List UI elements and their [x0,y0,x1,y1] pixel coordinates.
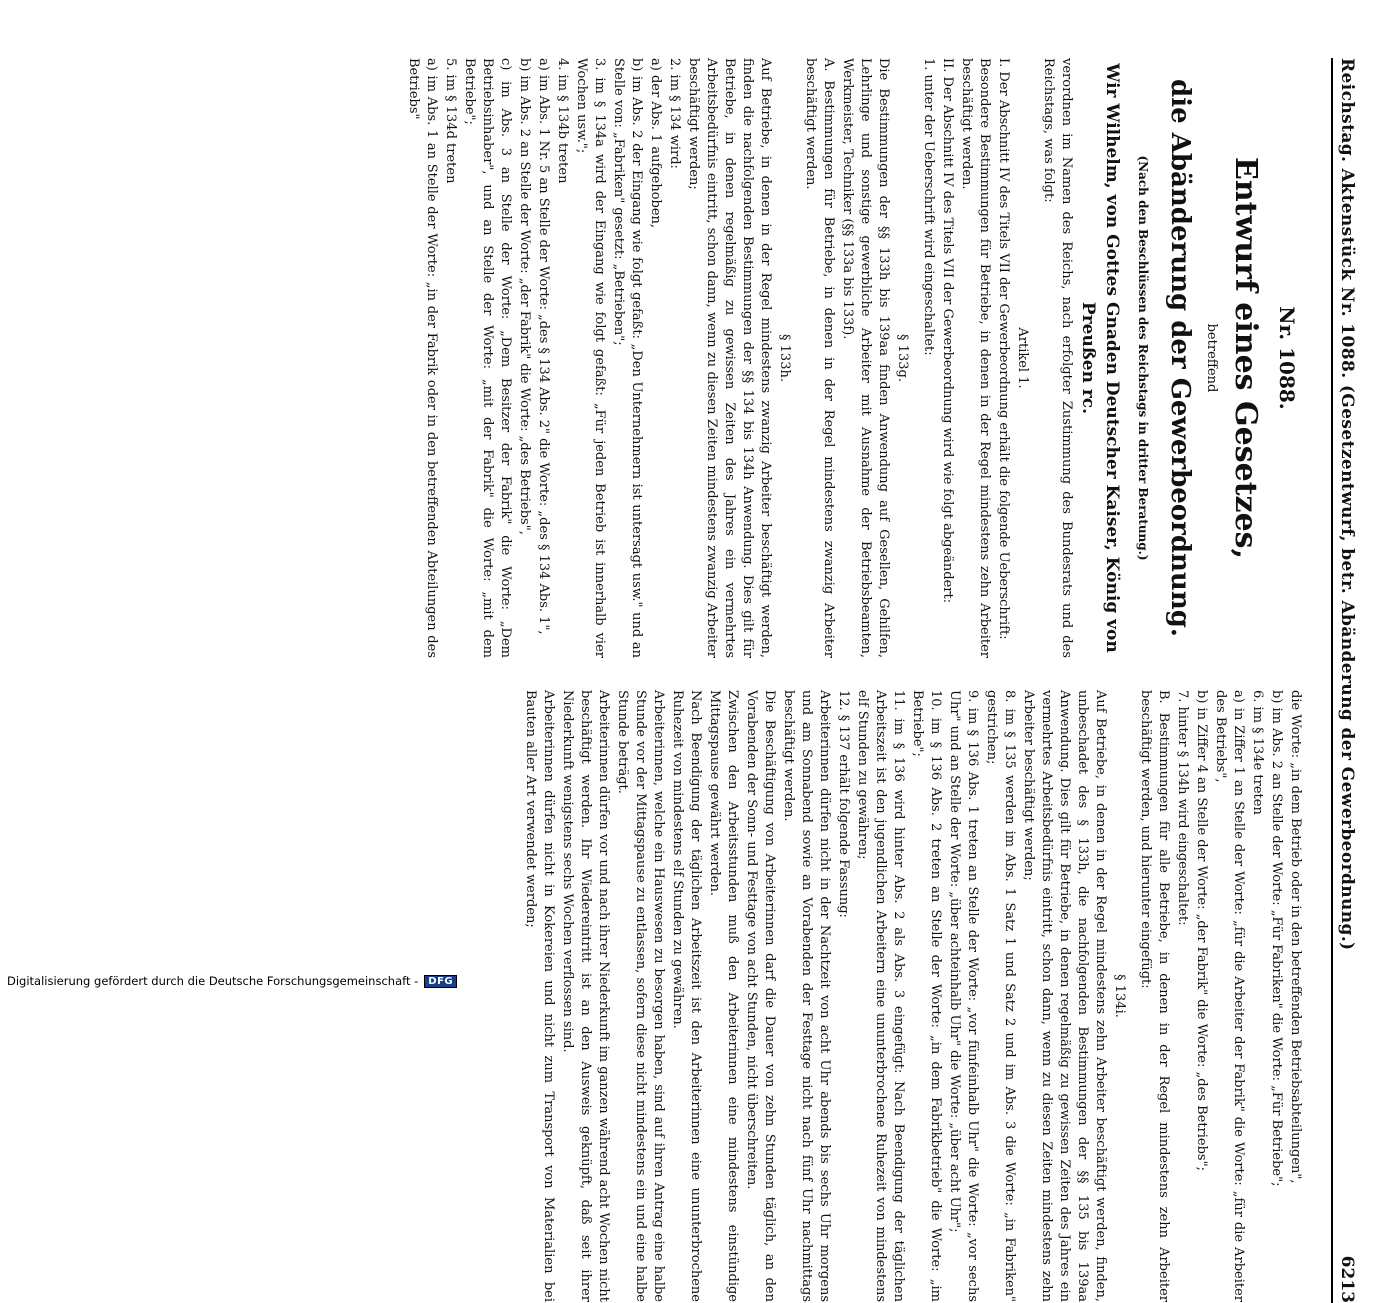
right-paragraph: 11. im § 136 wird hinter Abs. 2 als Abs. 3 eingefügt: Nach Beendigung der täglichen Arbeitszeit ist den jugendlichen Arbeitern eine ununterbrochene Ruhezeit von mindestens elf Stunden zu gewähren; [855,690,906,1302]
header-title: Reichstag. Aktenstück Nr. 1088. (Gesetzentwurf, betr. Abänderung der Gewerbeordnung.) [1337,58,1357,951]
left-paragraph: Artikel 1. [1015,327,1030,389]
left-paragraph: Wir Wilhelm, von Gottes Gnaden Deutscher Kaiser, König von Preußen rc. [1078,63,1122,653]
right-paragraph: 9. im § 136 Abs. 1 treten an Stelle der Worte: „vor fünfeinhalb Uhr" die Worte: „vor sechs Uhr" und an Stelle der Worte: „über achteinhalb Uhr" die Worte: „über acht Uhr"; [947,690,980,1302]
left-paragraph: a) im Abs. 1 Nr. 5 an Stelle der Worte: „des § 134 Abs. 2" die Worte: „des § 134 Abs. 1", [536,58,551,635]
dfg-logo: DFG [424,975,457,988]
left-paragraph: a) im Abs. 1 an Stelle der Worte: „in der Fabrik oder in den betreffenden Abteilungen des Betriebs" [406,58,439,658]
running-header [1331,58,1371,1303]
left-paragraph: 3. im § 134a wird der Eingang wie folgt gefaßt: „Für jeden Betrieb ist innerhalb vier Wochen usw."; [574,58,607,658]
right-paragraph: 12. § 137 erhält folgende Fassung: [836,690,851,918]
left-paragraph: 2. im § 134 wird: [667,58,682,169]
right-paragraph: Arbeiterinnen dürfen nicht in der Nachtzeit von acht Uhr abends bis sechs Uhr morgens und am Sonnabend sowie an Vorabenden der Festtage nicht nach fünf Uhr nachmittags beschäftigt werden. [781,690,832,1302]
left-paragraph: I. Der Abschnitt IV des Titels VII der Gewerbeordnung erhält die folgende Ueberschrift: [996,58,1011,640]
left-paragraph: 4. im § 134b treten [555,58,570,184]
right-paragraph: B. Bestimmungen für alle Betriebe, in denen in der Regel mindestens zehn Arbeiter beschäftigt werden, und hierunter eingefügt: [1138,690,1171,1302]
right-paragraph: Arbeiterinnen dürfen nicht in Kokereien und nicht zum Transport von Materialien bei Bauten aller Art verwendet werden; [523,690,556,1302]
right-paragraph: 6. im § 134e treten [1250,690,1265,815]
right-paragraph: § 134i. [1112,974,1127,1018]
left-paragraph: c) im Abs. 3 an Stelle der Worte: „Dem Besitzer der Fabrik" die Worte: „Dem Betriebsinhaber", und an Stelle der Worte: „mit der Fabrik" die Worte: „mit dem Betriebe"; [462,58,513,658]
left-paragraph: 1. unter der Ueberschrift wird eingeschaltet: [921,58,936,356]
left-paragraph: Die Bestimmungen der §§ 133h bis 139aa finden Anwendung auf Gesellen, Gehilfen, Lehrlinge und sonstige gewerbliche Arbeiter mit Ausnahme der Betriebsbeamten, Werkmeister, Techniker (§§ 133a bis 133f). [840,58,891,658]
left-paragraph: Besondere Bestimmungen für Betriebe, in denen in der Regel mindestens zehn Arbeiter beschäftigt werden. [959,58,992,658]
right-paragraph: 8. im § 135 werden im Abs. 1 Satz 1 und Satz 2 und im Abs. 3 die Worte: „in Fabriken" gestrichen; [984,690,1017,1302]
right-paragraph: b) in Ziffer 4 an Stelle der Worte: „der Fabrik" die Worte: „des Betriebs"; [1194,690,1209,1171]
left-paragraph: a) der Abs. 1 aufgehoben, [648,58,663,229]
credit-text: Digitalisierung gefördert durch die Deutsche Forschungsgemeinschaft - [7,974,419,988]
right-paragraph: Auf Betriebe, in denen in der Regel mindestens zehn Arbeiter beschäftigt werden, finden, unbeschadet des § 133h, die nachfolgenden Bestimmungen der §§ 135 bis 139aa Anwendung. Dies gilt für Betriebe, in denen regelmäßig zu gewissen Zeiten des Jahres ein vermehrtes Arbeitsbedürfnis eintritt, schon dann, wenn zu diesen Zeiten mindestens zehn Arbeiter beschäftigt werden; [1021,690,1108,1302]
left-paragraph: betreffend [1204,323,1219,393]
left-paragraph: die Abänderung der Gewerbeordnung. [1165,79,1195,637]
right-column [521,690,1305,1302]
left-paragraph: Nr. 1088. [1275,306,1299,410]
left-paragraph: A. Bestimmungen für Betriebe, in denen in der Regel mindestens zwanzig Arbeiter beschäftigt werden. [803,58,836,658]
right-paragraph: a) in Ziffer 1 an Stelle der Worte: „für die Arbeiter der Fabrik" die Worte: „für die Arbeiter des Betriebs", [1213,690,1246,1302]
page-number: 6213 [1337,1255,1357,1303]
right-paragraph: 10. im § 136 Abs. 2 treten an Stelle der Worte: „in dem Fabrikbetrieb" die Worte: „im Betriebe"; [910,690,943,1302]
left-paragraph: Entwurf eines Gesetzes, [1228,156,1263,560]
left-paragraph: 5. im § 134d treten [443,58,458,184]
left-paragraph: b) im Abs. 2 der Eingang wie folgt gefaßt: „Den Unternehmern ist untersagt usw." und an Stelle von: „Fabriken" gesetzt: „Betrieben"; [611,58,644,658]
left-paragraph: II. Der Abschnitt IV des Titels VII der Gewerbeordnung wird wie folgt abgeändert: [940,58,955,604]
left-paragraph: § 133h. [777,334,792,382]
right-paragraph: Arbeiterinnen, welche ein Hauswesen zu besorgen haben, sind auf ihren Antrag eine halbe Stunde vor der Mittagspause zu entlassen, sofern diese nicht mindestens ein und eine halbe Stunde beträgt. [615,690,666,1302]
right-paragraph: Nach Beendigung der täglichen Arbeitszeit ist den Arbeiterinnen eine ununterbrochene Ruhezeit von mindestens elf Stunden zu gewähren. [670,690,703,1302]
left-paragraph: b) im Abs. 2 an Stelle der Worte: „der Fabrik" die Worte: „des Betriebs", [517,58,532,535]
right-paragraph: Zwischen den Arbeitsstunden muß den Arbeiterinnen eine mindestens einstündige Mittagspause gewährt werden. [707,690,740,1302]
right-paragraph: b) im Abs. 2 an Stelle der Worte: „Für Fabriken" die Worte: „Für Betriebe"; [1269,690,1284,1187]
right-paragraph: Arbeiterinnen dürfen vor und nach ihrer Niederkunft im ganzen während acht Wochen nicht beschäftigt werden. Ihr Wiedereintritt ist an den Ausweis geknüpft, daß seit ihrer Niederkunft wenigstens sechs Wochen verflossen sind. [560,690,611,1303]
left-paragraph: § 133g. [895,334,910,382]
left-paragraph: (Nach den Beschlüssen des Reichstags in dritter Beratung.) [1136,155,1150,561]
right-paragraph: 7. hinter § 134h wird eingeschaltet: [1175,690,1190,926]
left-paragraph: verordnen im Namen des Reichs, nach erfolgter Zustimmung des Bundesrats und des Reichstags, was folgt: [1041,58,1074,658]
right-paragraph: Die Beschäftigung von Arbeiterinnen darf die Dauer von zehn Stunden täglich, an den Vorabenden der Sonn- und Festtage von acht Stunden, nicht überschreiten. [744,690,777,1302]
right-paragraph: die Worte: „in dem Betrieb oder in den betreffenden Betriebsabteilungen", [1288,690,1303,1184]
left-paragraph: Auf Betriebe, in denen in der Regel mindestens zwanzig Arbeiter beschäftigt werden, finden die nachfolgenden Bestimmungen der §§ 134 bis 134h Anwendung. Dies gilt für Betriebe, in denen regelmäßig zu gewissen Zeiten des Jahres ein vermehrtes Arbeitsbedürfnis eintritt, schon dann, wenn zu diesen Zeiten mindestens zwanzig Arbeiter beschäftigt werden; [686,58,773,658]
left-column [404,58,1305,658]
